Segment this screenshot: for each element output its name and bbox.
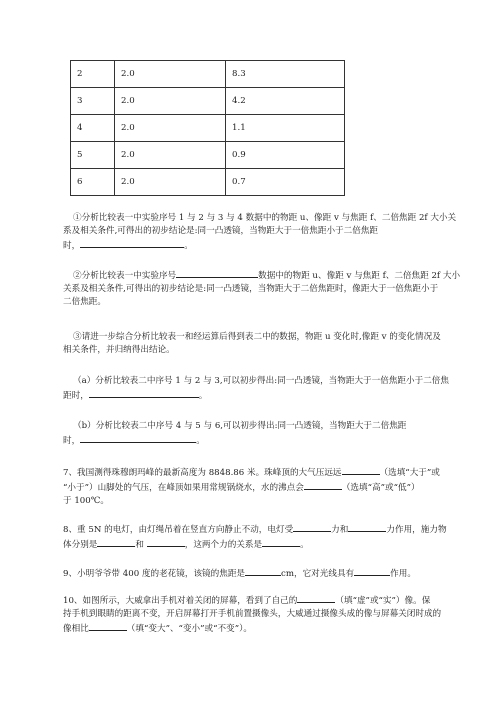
q10-line-2: 持手机到眼睛的距离不变，开启屏幕打开手机前置摄像头，大威通过摄像头成的像与屏幕关闭时成的 bbox=[63, 608, 442, 619]
row-number-cell: 4 bbox=[71, 115, 115, 142]
answer-blank[interactable] bbox=[293, 522, 331, 532]
question-1 bbox=[63, 212, 473, 253]
distance-cell: 2.0 bbox=[115, 142, 226, 169]
answer-blank[interactable] bbox=[348, 522, 386, 532]
row-number-cell: 5 bbox=[71, 142, 115, 169]
q1-line-3: 时， 。 bbox=[63, 238, 473, 253]
q2-line-3: 二倍焦距。 bbox=[63, 296, 106, 307]
answer-blank[interactable] bbox=[297, 593, 335, 603]
question-3 bbox=[63, 331, 473, 357]
q3-line-2: 相关条件，并归纳得出结论。 bbox=[63, 344, 175, 355]
question-b bbox=[63, 420, 473, 448]
question-2 bbox=[63, 268, 473, 309]
answer-blank[interactable] bbox=[97, 537, 135, 547]
answer-blank[interactable] bbox=[89, 388, 199, 398]
answer-blank[interactable] bbox=[342, 465, 380, 475]
value-cell: 0.7 bbox=[226, 169, 345, 196]
qa-line-1: （a）分析比较表二中序号 1 与 2 与 3,可以初步得出:同一凸透镜，当物距大于一倍焦距小于二倍焦 bbox=[73, 376, 449, 386]
q2-line-1: ②分析比较表一中实验序号 数据中的物距 u、像距 v 与焦距 f、二倍焦距 2f 大小 bbox=[63, 268, 473, 283]
distance-cell: 2.0 bbox=[115, 88, 226, 115]
q10-line-1: 10、如图所示，大威拿出手机对着关闭的屏幕，看到了自己的 （填“虚”或“实”）像。保 bbox=[63, 593, 473, 608]
table-row bbox=[71, 88, 345, 115]
answer-blank[interactable] bbox=[80, 433, 196, 443]
answer-blank[interactable] bbox=[245, 566, 281, 576]
answer-blank[interactable] bbox=[354, 566, 390, 576]
q1-line-1: ①分析比较表一中实验序号 1 与 2 与 3 与 4 数据中的物距 u、像距 v 与焦距 f、二倍焦距 2f 大小关 bbox=[73, 213, 457, 223]
q2-line-2: 关系及相关条件,可得出的初步结论是:同一凸透镜，当物距大于二倍焦距时，像距大于一倍焦距小于 bbox=[63, 283, 439, 294]
distance-cell: 2.0 bbox=[115, 61, 226, 88]
question-7 bbox=[63, 465, 473, 508]
value-cell: 8.3 bbox=[226, 61, 345, 88]
qa-line-2: 距时， 。 bbox=[63, 388, 473, 403]
value-cell: 1.1 bbox=[226, 115, 345, 142]
answer-blank[interactable] bbox=[304, 480, 342, 490]
answer-blank[interactable] bbox=[89, 621, 127, 631]
table-row bbox=[71, 61, 345, 88]
row-number-cell: 3 bbox=[71, 88, 115, 115]
value-cell: 0.9 bbox=[226, 142, 345, 169]
q10-line-3: 像相比 （填“变大”、“变小”或“不变”）。 bbox=[63, 621, 473, 636]
q7-line-2: “小于”）山脚处的气压，在峰顶如果用常规锅烧水，水的沸点会 （选填“高”或“低”） bbox=[63, 480, 473, 495]
distance-cell: 2.0 bbox=[115, 115, 226, 142]
table-row bbox=[71, 115, 345, 142]
question-a bbox=[63, 375, 473, 403]
row-number-cell: 2 bbox=[71, 61, 115, 88]
q3-line-1: ③请进一步综合分析比较表一和经运算后得到表二中的数据，物距 u 变化时,像距 v 的变化情况及 bbox=[73, 332, 441, 342]
value-cell: 4.2 bbox=[226, 88, 345, 115]
q1-line-2: 系及相关条件,可得出的初步结论是:同一凸透镜，当物距大于一倍焦距小于二倍焦距 bbox=[63, 225, 379, 236]
question-9 bbox=[63, 566, 473, 581]
answer-blank[interactable] bbox=[262, 537, 300, 547]
q8-line-2: 体分别是 和 ，这两个力的关系是 。 bbox=[63, 537, 473, 552]
q7-line-1: 7、我国测得珠穆朗玛峰的最新高度为 8848.86 米。珠峰顶的大气压远远 （选填“大于”或 bbox=[63, 465, 473, 480]
answer-blank[interactable] bbox=[80, 238, 184, 248]
data-table bbox=[70, 60, 345, 196]
question-8 bbox=[63, 522, 473, 552]
qb-line-2: 时， 。 bbox=[63, 433, 473, 448]
distance-cell: 2.0 bbox=[115, 169, 226, 196]
qb-line-1: （b）分析比较表二中序号 4 与 5 与 6,可以初步得出:同一凸透镜，当物距大于二倍焦距 bbox=[73, 421, 407, 431]
table-row bbox=[71, 142, 345, 169]
table-row bbox=[71, 169, 345, 196]
q7-line-3: 于 100℃。 bbox=[63, 495, 109, 506]
q9-line-1: 9、小明爷爷带 400 度的老花镜，该镜的焦距是 cm，它对光线具有 作用。 bbox=[63, 566, 473, 581]
answer-blank[interactable] bbox=[176, 268, 258, 278]
row-number-cell: 6 bbox=[71, 169, 115, 196]
question-10 bbox=[63, 593, 473, 636]
answer-blank[interactable] bbox=[147, 537, 185, 547]
q8-line-1: 8、重 5N 的电灯，由灯绳吊着在竖直方向静止不动，电灯受 力和 力作用，施力物 bbox=[63, 522, 473, 537]
